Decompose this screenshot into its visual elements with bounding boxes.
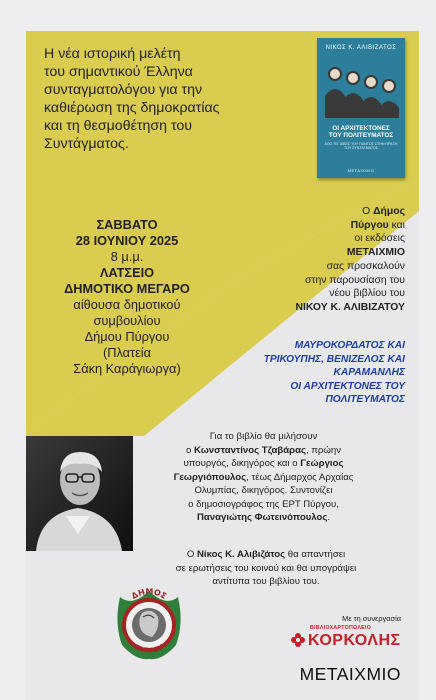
invite-line: νέου βιβλίου του <box>329 288 405 300</box>
municipality-seal <box>112 583 186 661</box>
event-day: ΣΑΒΒΑΤΟ <box>96 217 158 232</box>
metaixmio-logo: ΜΕΤΑΙΧΜΙΟ <box>299 664 401 684</box>
invite-line: στην παρουσίαση του <box>304 274 405 286</box>
invite-host: Πύργου <box>350 219 389 231</box>
event-venue: ΔΗΜΟΤΙΚΟ ΜΕΓΑΡΟ <box>64 281 190 296</box>
book-cover-title-line: ΤΟΥ ΠΟΛΙΤΕΥΜΑΤΟΣ <box>328 132 394 140</box>
qa-line <box>126 548 406 562</box>
invite-text: και <box>388 219 405 231</box>
book-title-line: ΠΟΛΙΤΕΥΜΑΤΟΣ <box>325 394 405 405</box>
speakers-text-part: υπουργός, δικηγόρος και ο <box>183 458 301 469</box>
book-cover <box>317 38 405 178</box>
speakers-line: ο δημοσιογράφος της ΕΡΤ Πύργου, <box>188 498 339 510</box>
invite-line <box>155 246 405 260</box>
korkolis-logo <box>288 623 408 653</box>
book-title-line: ΜΑΥΡΟΚΟΡΔΑΤΟΣ ΚΑΙ <box>294 340 405 351</box>
intro-line: Η νέα ιστορική μελέτη <box>44 46 181 62</box>
invite-text: Ο <box>362 206 374 217</box>
intro-line: καθιέρωση της δημοκρατίας <box>44 100 220 116</box>
invite-host: Δήμος <box>373 206 405 217</box>
seal-bottom-text: ΠΥΡΓΟΥ <box>133 643 165 655</box>
qa-text-part: θα απαντήσει <box>285 549 346 560</box>
book-cover-author: ΝΙΚΟΣ Κ. ΑΛΙΒΙΖΑΤΟΣ <box>325 45 397 51</box>
book-title-line: ΤΡΙΚΟΥΠΗΣ, ΒΕΝΙΖΕΛΟΣ ΚΑΙ <box>263 353 405 365</box>
event-poster <box>26 31 419 700</box>
invite-publisher: ΜΕΤΑΙΧΜΙΟ <box>346 247 405 259</box>
book-cover-publisher: ΜΕΤΑΙΧΜΙΟ <box>347 168 375 173</box>
intro-line: συνταγματολόγου για την <box>44 82 203 98</box>
moderator-name: Παναγιώτης Φωτεινόπουλος <box>196 512 328 523</box>
speakers-text-part: . <box>327 512 331 523</box>
invite-line: σας προσκαλούν <box>326 260 405 272</box>
speakers-line: Για το βιβλίο θα μιλήσουν <box>209 431 318 442</box>
author-photo <box>26 436 133 551</box>
speakers-line <box>121 444 406 458</box>
speaker-name: Γεώργιος <box>300 458 344 469</box>
book-title-block <box>125 339 405 407</box>
korkolis-name: ΚΟΡΚΟΛΗΣ <box>308 632 401 649</box>
invitation-text <box>155 205 405 315</box>
seal-top-text: ΔΗΜΟΣ <box>129 587 169 601</box>
event-hall: συμβουλίου <box>93 313 161 328</box>
speakers-text-part: ο <box>185 444 194 456</box>
event-place: Σάκη Καράγιωργα) <box>73 361 181 376</box>
book-cover-subtitle: ΑΠΟ ΤΙΣ ΙΔΕΕΣ ΤΟΥ ΠΑΝΤΟΣ ΣΤΗΝ ΠΡΑΞΗ ΤΟΥ ΣΥΝΤΑΓΜΑΤΟΣ <box>324 142 398 151</box>
speakers-line <box>121 471 406 485</box>
invite-line <box>155 205 405 219</box>
speakers-line <box>121 457 406 471</box>
intro-line: Συντάγματος. <box>44 136 129 152</box>
invite-line <box>155 301 405 315</box>
speaker-name: Γεωργιόπουλος <box>173 471 247 483</box>
korkolis-subtitle: ΒΙΒΛΙΟΧΑΡΤΟΠΩΛΕΙΟ <box>310 625 372 631</box>
speakers-line <box>121 511 406 525</box>
speakers-text-part: , πρώην <box>305 444 341 456</box>
book-title-line: ΚΑΡΑΜΑΝΛΗΣ <box>333 367 405 378</box>
event-venue: ΛΑΤΣΕΙΟ <box>99 265 155 280</box>
intro-text <box>44 45 304 153</box>
book-cover-title-line: ΟΙ ΑΡΧΙΤΕΚΤΟΝΕΣ <box>332 125 390 132</box>
event-hall: αίθουσα δημοτικού <box>73 297 181 312</box>
book-cover-portraits <box>323 56 399 118</box>
invite-line <box>155 219 405 233</box>
speaker-name: Κωνσταντίνος Τζαβάρας <box>194 444 306 456</box>
qa-line: αντίτυπα του βιβλίου του. <box>212 576 320 587</box>
intro-line: και τη θεσμοθέτηση του <box>44 118 193 134</box>
invite-line: οι εκδόσεις <box>354 233 405 245</box>
qa-text-part: Ο <box>186 549 197 560</box>
event-place: (Πλατεία <box>102 345 152 360</box>
event-date: 28 ΙΟΥΝΙΟΥ 2025 <box>75 233 179 248</box>
book-title-line: ΟΙ ΑΡΧΙΤΕΚΤΟΝΕΣ ΤΟΥ <box>290 380 405 392</box>
speakers-line: Ολυμπίας, δικηγόρος. Συντονίζει <box>194 485 333 496</box>
author-name: Νίκος Κ. Αλιβιζάτος <box>196 549 286 560</box>
event-hall: Δήμου Πύργου <box>84 329 170 344</box>
intro-line: του σημαντικού Έλληνα <box>44 64 193 80</box>
korkolis-flower-icon <box>290 632 306 648</box>
speakers-text <box>121 430 406 525</box>
invite-author: ΝΙΚΟΥ Κ. ΑΛΙΒΙΖΑΤΟΥ <box>295 301 405 313</box>
collaboration-label: Με τη συνεργασία <box>342 614 401 623</box>
book-cover-title <box>317 125 405 140</box>
event-time: 8 μ.μ. <box>110 249 144 264</box>
qa-line: σε ερωτήσεις του κοινού και θα υπογράψει <box>175 562 357 574</box>
speakers-text-part: , τέως Δήμαρχος Αρχαίας <box>246 471 354 483</box>
